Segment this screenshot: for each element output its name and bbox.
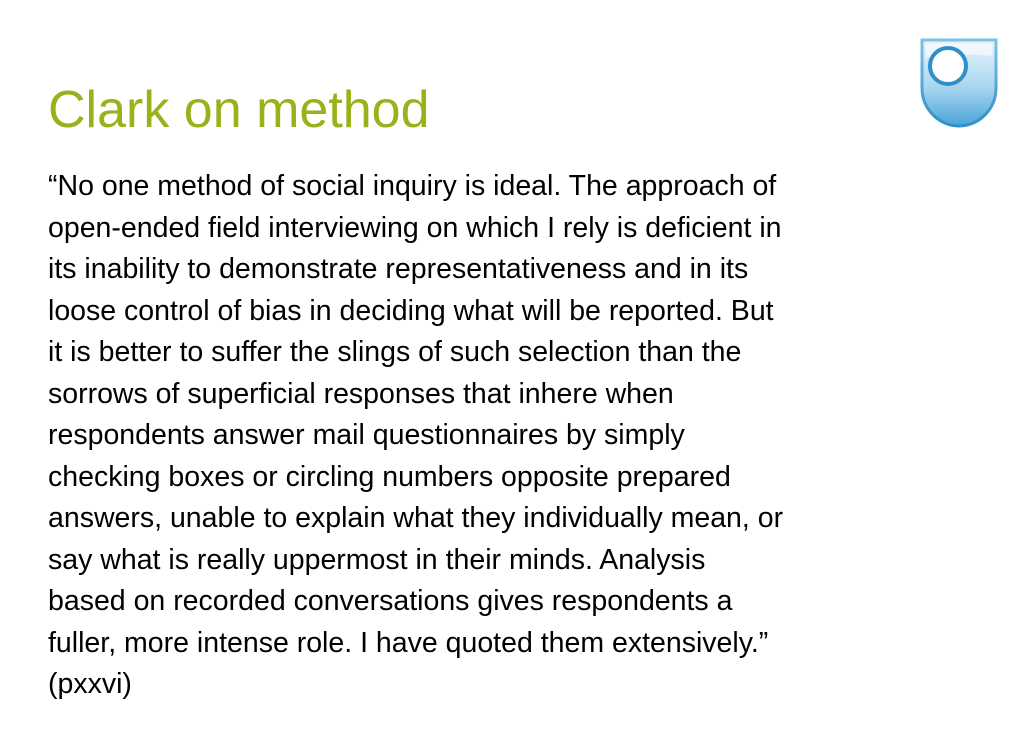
quote-line: “No one method of social inquiry is ideal. The approach of	[48, 170, 777, 202]
quote-line: its inability to demonstrate representativeness and in its	[48, 253, 749, 285]
quote-citation: (pxxvi)	[48, 668, 132, 700]
slide-title: Clark on method	[48, 81, 430, 139]
open-university-shield-icon	[918, 36, 1000, 130]
quote-line: it is better to suffer the slings of such selection than the	[48, 336, 742, 368]
quote-line: fuller, more intense role. I have quoted them extensively.”	[48, 626, 769, 659]
quote-line: say what is really uppermost in their minds. Analysis	[48, 543, 706, 576]
quote-body	[48, 166, 978, 706]
quote-line: sorrows of superficial responses that inhere when	[48, 377, 674, 410]
quote-line: open-ended field interviewing on which I rely is deficient in	[48, 211, 782, 244]
quote-line: answers, unable to explain what they individually mean, or	[48, 502, 784, 534]
quote-line: checking boxes or circling numbers opposite prepared	[48, 460, 731, 493]
quote-line: respondents answer mail questionnaires by simply	[48, 419, 685, 451]
quote-line: loose control of bias in deciding what will be reported. But	[48, 294, 774, 327]
quote-line: based on recorded conversations gives respondents a	[48, 585, 733, 617]
